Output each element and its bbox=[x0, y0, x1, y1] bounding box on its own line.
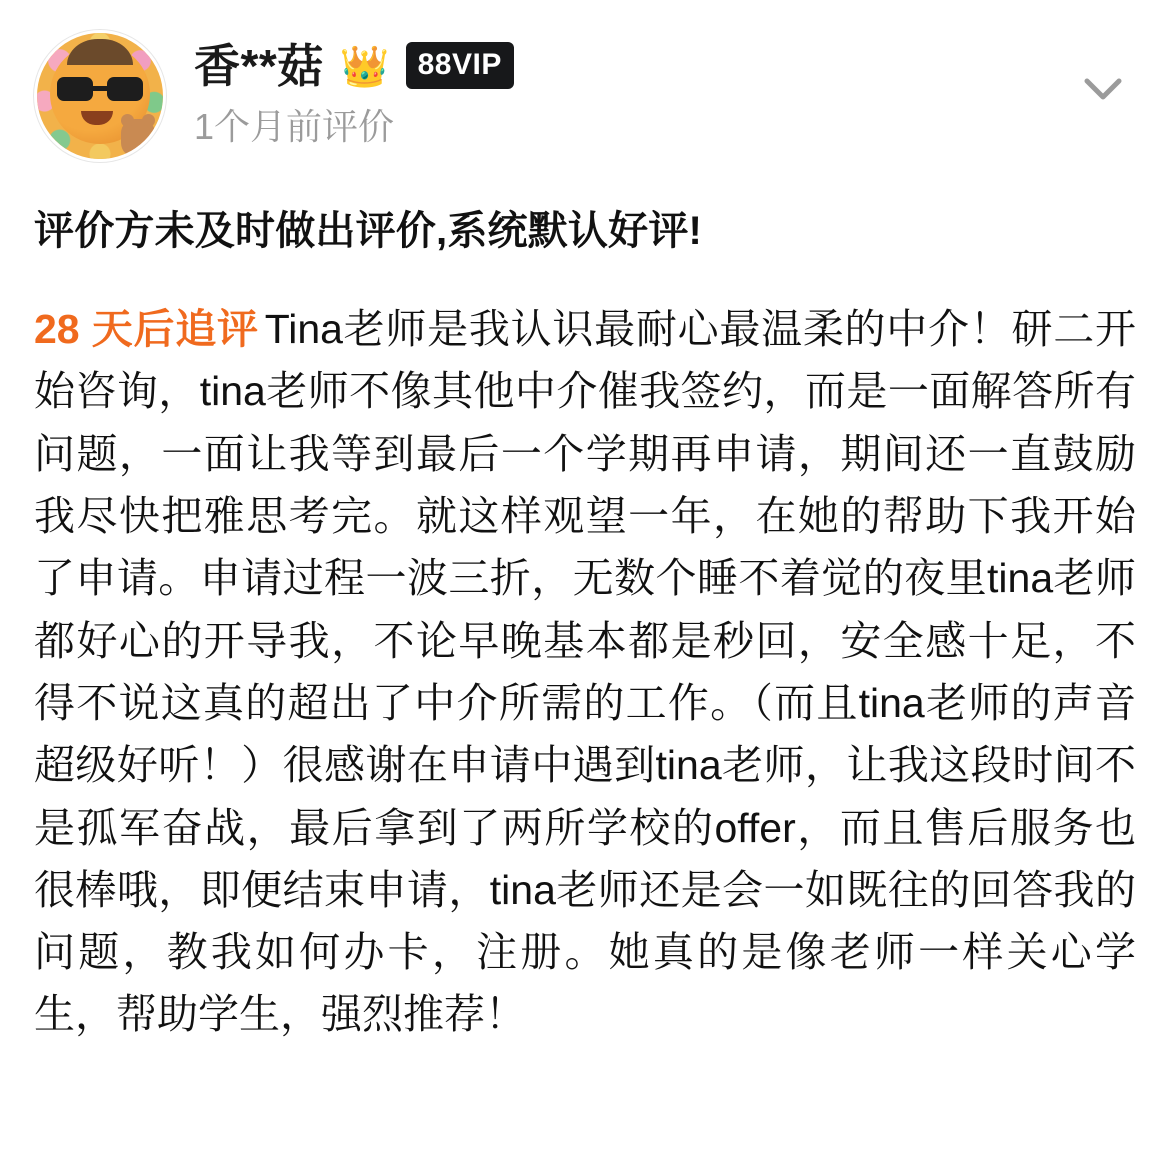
sunglasses-icon bbox=[55, 77, 145, 101]
review-body bbox=[34, 204, 1136, 1046]
initial-comment-text: 评价方未及时做出评价,系统默认好评! bbox=[34, 209, 703, 253]
user-name: 香**菇 bbox=[194, 39, 324, 92]
review-timestamp: 1个月前评价 bbox=[194, 106, 395, 147]
user-meta bbox=[194, 30, 514, 145]
append-comment-block bbox=[34, 298, 1136, 1046]
vip-badge: 88VIP bbox=[406, 42, 514, 89]
review-header bbox=[34, 30, 1136, 170]
user-name-row bbox=[194, 39, 514, 92]
crown-icon: 👑 bbox=[339, 44, 390, 89]
chevron-down-icon[interactable] bbox=[1076, 62, 1130, 116]
append-comment-tag: 28 天后追评 bbox=[34, 306, 259, 352]
append-comment-text: Tina老师是我认识最耐心最温柔的中介！研二开始咨询，tina老师不像其他中介催我签约，而是一面解答所有问题，一面让我等到最后一个学期再申请，期间还一直鼓励我尽快把雅思考完。就这样观望一年，在她的帮助下我开始了申请。申请过程一波三折，无数个睡不着觉的夜里tina老师都好心的开导我，不论早晚基本都是秒回，安全感十足，不得不说这真的超出了中介所需的工作。（而且tina老师的声音超级好听！）很感谢在申请中遇到tina老师，让我这段时间不是孤军奋战，最后拿到了两所学校的offer，而且售后服务也很棒哦，即便结束申请，tina老师还是会一如既往的回答我的问题，教我如何办卡，注册。她真的是像老师一样关心学生，帮助学生，强烈推荐！ bbox=[34, 306, 1137, 1038]
bear-sticker-icon bbox=[121, 119, 155, 157]
avatar[interactable] bbox=[34, 30, 166, 162]
